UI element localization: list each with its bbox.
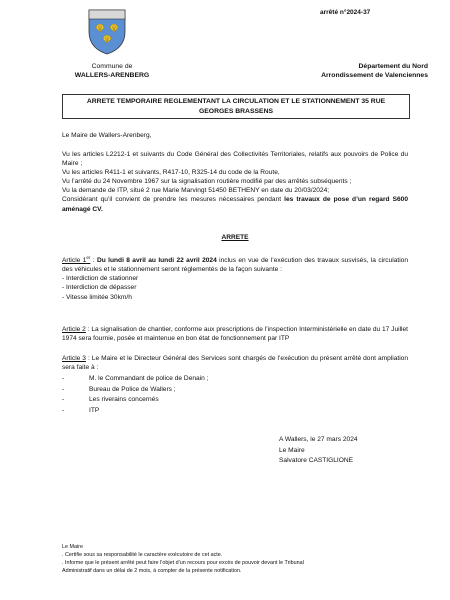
footer-line-4: Administratif dans un délai de 2 mois, à compter de la présente notification. bbox=[62, 567, 242, 574]
commune-block bbox=[62, 62, 162, 80]
article-1-label: Article 1er bbox=[62, 255, 91, 265]
ampliation-item: - M. le Commandant de police de Denain ; bbox=[62, 374, 408, 385]
article-1-text: inclus en vue de l’exécution des travaux susvisés, la circulation des véhicules et le stationnement seront réglementés de la façon suivante : bbox=[62, 257, 409, 274]
intro-line: Le Maire de Wallers-Arenberg, bbox=[62, 132, 152, 139]
considerant-2: Vu les articles R411-1 et suivants, R417-10, R325-14 du code de la Route, bbox=[62, 169, 280, 177]
article-1-body bbox=[62, 253, 408, 274]
article-1-sep: : bbox=[90, 257, 97, 265]
considerant-5-text: Considérant qu’il convient de prendre les mesures nécessaires pendant bbox=[62, 196, 285, 204]
article-2-label: Article 2 bbox=[62, 326, 86, 333]
title-line-1: ARRETE TEMPORAIRE REGLEMENTANT LA CIRCULATION ET LE STATIONNEMENT 35 RUE bbox=[86, 98, 386, 105]
signature-place-date: A Wallers, le 27 mars 2024 bbox=[279, 436, 358, 443]
signature-name: Salvatore CASTIGLIONE bbox=[279, 457, 354, 464]
article-3 bbox=[62, 354, 408, 372]
article-1-item-3: - Vitesse limitée 30km/h bbox=[62, 293, 132, 301]
considerant-1: Vu les articles L2212-1 et suivants du Code Général des Collectivités Territoriales, relatifs aux pouvoirs de Police du Maire ; bbox=[62, 151, 408, 168]
commune-label: Commune de bbox=[91, 63, 133, 70]
footer-line-3: . Informe que le présent arrêté peut faire l’objet d’un recours pour excès de pouvoir devant le Tribunal bbox=[62, 559, 304, 566]
article-2 bbox=[62, 325, 408, 343]
coat-of-arms-icon bbox=[87, 8, 127, 56]
ampliation-item: - Bureau de Police de Wallers ; bbox=[62, 385, 408, 396]
footer-notice bbox=[62, 544, 422, 576]
footer-line-2: . Certifie sous sa responsabilité le caractère exécutoire de cet acte. bbox=[62, 551, 223, 558]
department-block bbox=[278, 62, 428, 80]
ampliation-item: - Les riverains concernés bbox=[62, 395, 408, 406]
article-3-text: : Le Maire et le Directeur Général des Services sont chargés de l’exécution du présent arrêté dont ampliation sera faite à : bbox=[62, 355, 409, 372]
document-title bbox=[62, 94, 410, 119]
article-1-item-1: - Interdiction de stationner bbox=[62, 275, 139, 283]
arrete-number: arrêté n°2024-37 bbox=[320, 9, 371, 16]
department-name: Département du Nord bbox=[358, 63, 428, 70]
footer-line-1: Le Maire bbox=[62, 544, 83, 550]
considerant-3: Vu l’arrêté du 24 Novembre 1967 sur la signalisation routière modifié par des arrêtés subséquents ; bbox=[62, 178, 352, 186]
article-1 bbox=[62, 253, 408, 302]
ampliation-list-block bbox=[62, 374, 408, 416]
arrondissement-name: Arrondissement de Valenciennes bbox=[321, 72, 428, 79]
article-2-text: : La signalisation de chantier, conforme aux prescriptions de l’inspection Interministérielle en date du 17 Juillet 1974 sera fournie, posée et maintenue en bon état de fonctionnement par ITP bbox=[62, 326, 409, 343]
signature-block bbox=[279, 435, 358, 467]
ampliation-item: - ITP bbox=[62, 406, 408, 417]
article-1-dates: Du lundi 8 avril au lundi 22 avril 2024 bbox=[96, 257, 217, 265]
considerants-block bbox=[62, 150, 408, 214]
article-1-sup: er bbox=[86, 255, 91, 260]
commune-name: WALLERS-ARENBERG bbox=[74, 72, 150, 79]
article-3-label: Article 3 bbox=[62, 355, 86, 362]
considerant-5-works: les travaux de pose d’un regard S600 aménagé CV. bbox=[62, 196, 408, 213]
ampliation-list bbox=[62, 374, 408, 416]
considerant-5 bbox=[62, 195, 408, 213]
article-1-item-2: - Interdiction de dépasser bbox=[62, 284, 137, 292]
considerant-4: Vu la demande de ITP, situé 2 rue Marie Marvingt 51450 BETHENY en date du 20/03/2024; bbox=[62, 187, 330, 195]
signature-role: Le Maire bbox=[279, 446, 305, 454]
arrete-heading: ARRETE bbox=[221, 234, 249, 241]
title-line-2: GEORGES BRASSENS bbox=[198, 108, 274, 115]
